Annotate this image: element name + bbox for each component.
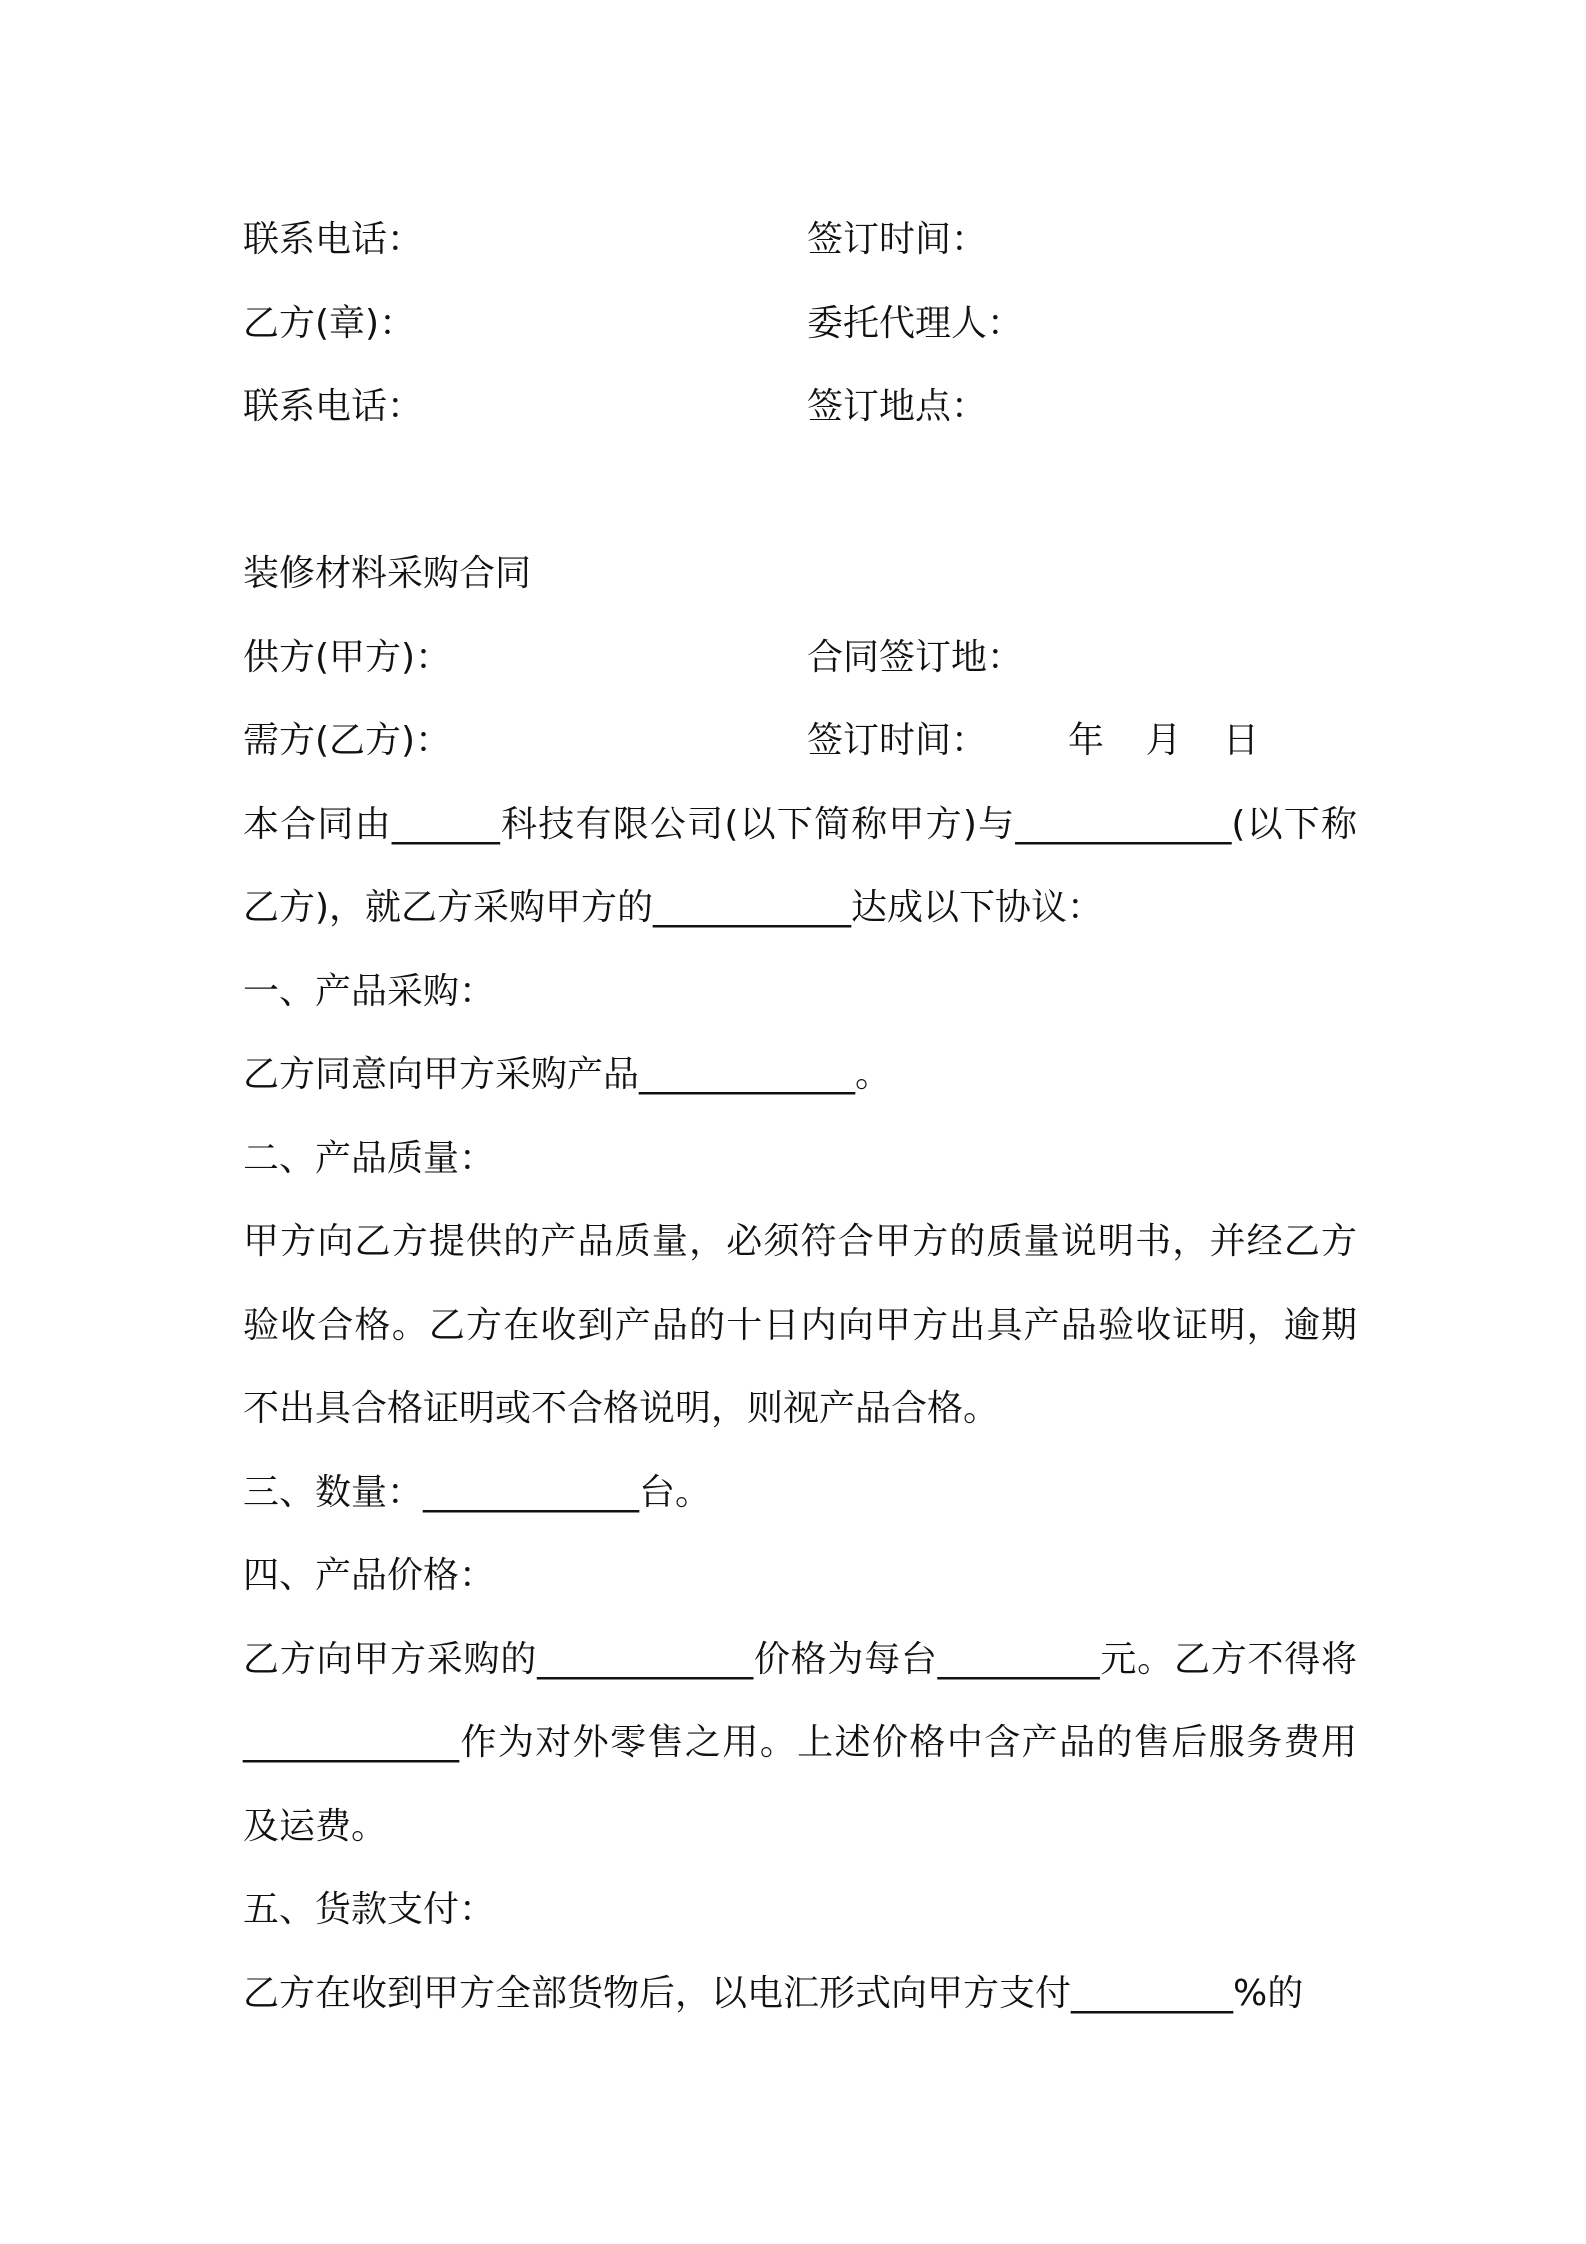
- section-gap: [243, 449, 1363, 533]
- party-b-seal-label: 乙方(章)：: [243, 302, 416, 344]
- document-content: [243, 198, 1363, 2035]
- contract-title: 装修材料采购合同: [243, 553, 532, 594]
- section-5-heading: 五、货款支付：: [243, 1889, 496, 1930]
- signature-row-3: [243, 365, 1363, 449]
- section-1-body: 乙方同意向甲方采购产品____________。: [243, 1054, 892, 1095]
- contact-phone-label: 联系电话：: [243, 219, 424, 260]
- section-4-heading: 四、产品价格：: [243, 1555, 496, 1596]
- date-month: 月: [1145, 720, 1182, 761]
- contract-sign-place-label: 合同签订地：: [807, 636, 1024, 678]
- parties-row-1: [243, 616, 1363, 700]
- sign-place-label: 签订地点：: [807, 386, 988, 427]
- contract-sign-time-label: 签订时间：: [807, 720, 988, 761]
- signature-row-1: [243, 198, 1363, 282]
- sign-time-label: 签订时间：: [807, 219, 988, 260]
- section-4-body: 乙方向甲方采购的____________价格为每台_________元。乙方不得将____________作为对外零售之用。上述价格中含产品的售后服务费用及运费。: [243, 1638, 1357, 1847]
- section-5-body: 乙方在收到甲方全部货物后，以电汇形式向甲方支付_________%的: [243, 1972, 1304, 2014]
- contract-intro: 本合同由______科技有限公司(以下简称甲方)与____________(以下称乙方)，就乙方采购甲方的___________达成以下协议：: [243, 803, 1357, 928]
- section-2-heading: 二、产品质量：: [243, 1137, 496, 1179]
- parties-row-2: [243, 699, 1363, 783]
- contact-phone-label-2: 联系电话：: [243, 386, 424, 427]
- section-3-heading: 三、数量：____________台。: [243, 1471, 712, 1513]
- date-year: 年: [1068, 720, 1105, 761]
- buyer-label: 需方(乙方)：: [243, 720, 452, 761]
- supplier-label: 供方(甲方)：: [243, 636, 452, 678]
- signature-row-2: [243, 282, 1363, 366]
- section-2-body: 甲方向乙方提供的产品质量，必须符合甲方的质量说明书，并经乙方验收合格。乙方在收到产品的十日内向甲方出具产品验收证明，逾期不出具合格证明或不合格说明，则视产品合格。: [243, 1221, 1357, 1429]
- section-1-heading: 一、产品采购：: [243, 970, 496, 1012]
- date-day: 日: [1222, 720, 1259, 761]
- sign-date: [1068, 699, 1259, 783]
- agent-label: 委托代理人：: [807, 302, 1024, 344]
